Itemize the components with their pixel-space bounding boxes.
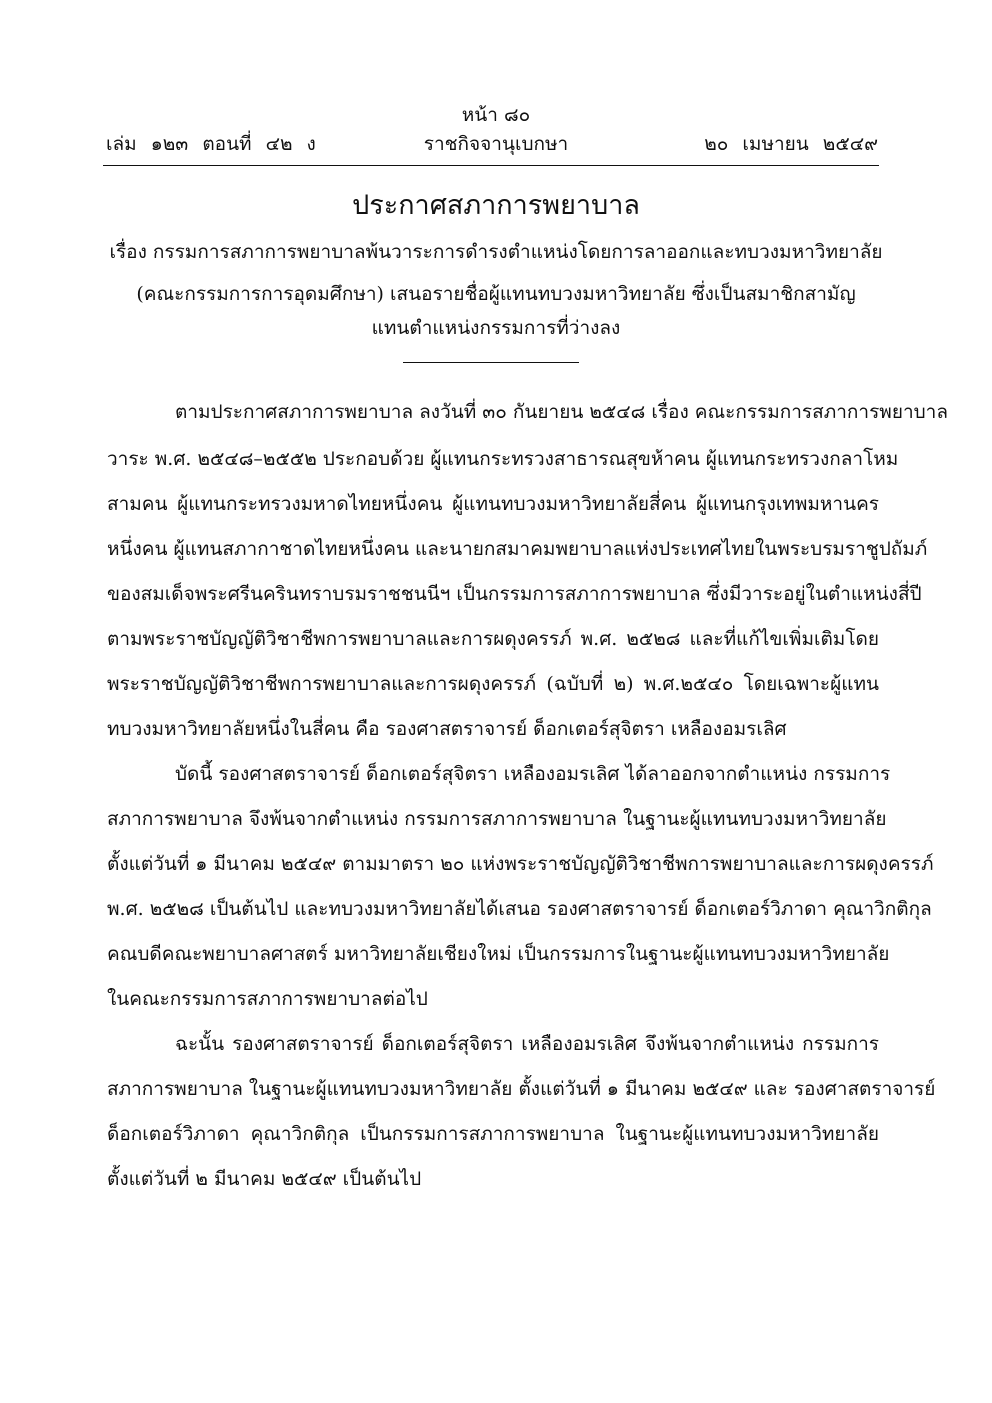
body-line: ตามพระราชบัญญัติวิชาชีพการพยาบาลและการผดุงครรภ์ พ.ศ. ๒๕๒๘ และที่แก้ไขเพิ่มเติมโดย <box>107 628 879 650</box>
body-line: สภาการพยาบาล ในฐานะผู้แทนทบวงมหาวิทยาลัย ตั้งแต่วันที่ ๑ มีนาคม ๒๕๔๙ และ รองศาสตราจารย์ <box>107 1078 936 1100</box>
gazette-name: ราชกิจจานุเบกษา <box>423 133 569 155</box>
body-line: ทบวงมหาวิทยาลัยหนึ่งในสี่คน คือ รองศาสตราจารย์ ด็อกเตอร์สุจิตรา เหลืองอมรเลิศ <box>107 718 787 740</box>
body-line: พระราชบัญญัติวิชาชีพการพยาบาลและการผดุงครรภ์ (ฉบับที่ ๒) พ.ศ.๒๕๔๐ โดยเฉพาะผู้แทน <box>107 673 879 695</box>
body-line: คณบดีคณะพยาบาลศาสตร์ มหาวิทยาลัยเชียงใหม่ เป็นกรรมการในฐานะผู้แทนทบวงมหาวิทยาลัย <box>107 943 890 965</box>
body-line: สามคน ผู้แทนกระทรวงมหาดไทยหนึ่งคน ผู้แทนทบวงมหาวิทยาลัยสี่คน ผู้แทนกรุงเทพมหานคร <box>107 493 879 515</box>
page-number: หน้า ๘๐ <box>461 104 531 126</box>
body-line: ตั้งแต่วันที่ ๒ มีนาคม ๒๕๔๙ เป็นต้นไป <box>107 1168 422 1190</box>
header-divider <box>103 165 879 166</box>
body-line: ของสมเด็จพระศรีนครินทราบรมราชชนนีฯ เป็นกรรมการสภาการพยาบาล ซึ่งมีวาระอยู่ในตำแหน่งสี่ปี <box>107 583 922 605</box>
body-line: หนึ่งคน ผู้แทนสภากาชาดไทยหนึ่งคน และนายกสมาคมพยาบาลแห่งประเทศไทยในพระบรมราชูปถัมภ์ <box>107 538 928 560</box>
subject-line: (คณะกรรมการการอุดมศึกษา) เสนอรายชื่อผู้แทนทบวงมหาวิทยาลัย ซึ่งเป็นสมาชิกสามัญ <box>136 283 856 305</box>
body-line: ตั้งแต่วันที่ ๑ มีนาคม ๒๕๔๙ ตามมาตรา ๒๐ แห่งพระราชบัญญัติวิชาชีพการพยาบาลและการผดุงครรภ์ <box>107 853 934 875</box>
body-line: ด็อกเตอร์วิภาดา คุณาวิกติกุล เป็นกรรมการสภาการพยาบาล ในฐานะผู้แทนทบวงมหาวิทยาลัย <box>107 1123 879 1145</box>
body-line: ตามประกาศสภาการพยาบาล ลงวันที่ ๓๐ กันยายน ๒๕๔๘ เรื่อง คณะกรรมการสภาการพยาบาล <box>175 401 948 423</box>
announcement-title: ประกาศสภาการพยาบาล <box>352 190 640 221</box>
body-line: ในคณะกรรมการสภาการพยาบาลต่อไป <box>107 988 428 1010</box>
body-line: พ.ศ. ๒๕๒๘ เป็นต้นไป และทบวงมหาวิทยาลัยได้เสนอ รองศาสตราจารย์ ด็อกเตอร์วิภาดา คุณาวิกติกุล <box>107 898 932 920</box>
title-divider <box>403 362 579 363</box>
body-line: บัดนี้ รองศาสตราจารย์ ด็อกเตอร์สุจิตรา เหลืองอมรเลิศ ได้ลาออกจากตำแหน่ง กรรมการ <box>175 763 891 785</box>
body-line: ฉะนั้น รองศาสตราจารย์ ด็อกเตอร์สุจิตรา เหลืองอมรเลิศ จึงพ้นจากตำแหน่ง กรรมการ <box>175 1033 879 1055</box>
subject-line: แทนตำแหน่งกรรมการที่ว่างลง <box>371 317 621 339</box>
subject-line: เรื่อง กรรมการสภาการพยาบาลพ้นวาระการดำรงตำแหน่งโดยการลาออกและทบวงมหาวิทยาลัย <box>109 241 883 263</box>
publication-date: ๒๐ เมษายน ๒๕๔๙ <box>704 133 878 155</box>
body-line: สภาการพยาบาล จึงพ้นจากตำแหน่ง กรรมการสภาการพยาบาล ในฐานะผู้แทนทบวงมหาวิทยาลัย <box>107 808 887 830</box>
body-line: วาระ พ.ศ. ๒๕๔๘–๒๕๕๒ ประกอบด้วย ผู้แทนกระทรวงสาธารณสุขห้าคน ผู้แทนกระทรวงกลาโหม <box>107 448 899 470</box>
volume-issue: เล่ม ๑๒๓ ตอนที่ ๔๒ ง <box>106 133 316 155</box>
